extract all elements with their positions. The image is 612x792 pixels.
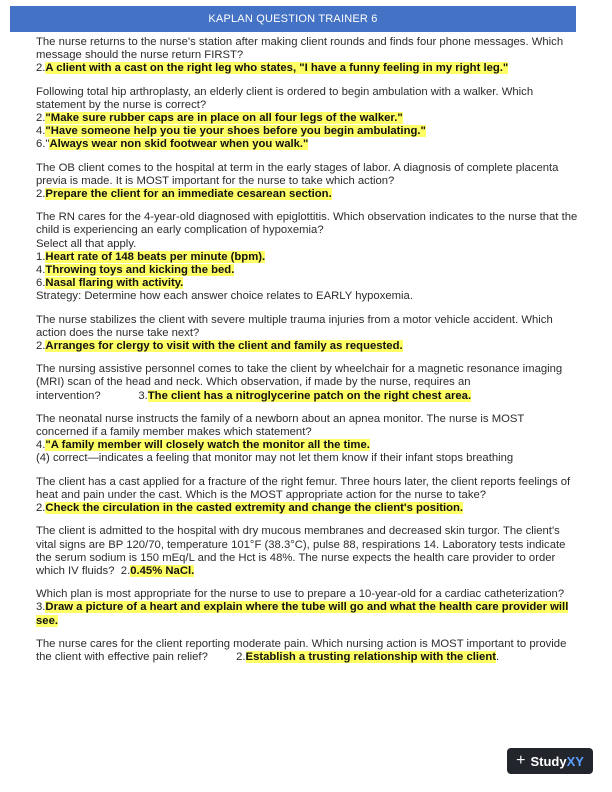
answer-text: Prepare the client for an immediate cesarean section.: [45, 188, 332, 201]
answer-tail: .: [495, 650, 500, 663]
studyxy-logo[interactable]: [507, 748, 593, 774]
answer-line: [36, 112, 578, 125]
answer-line: [36, 439, 578, 452]
question-8: [36, 476, 578, 516]
answer-text: "Make sure rubber caps are in place on all four legs of the walker.": [45, 112, 403, 125]
document-body: [36, 36, 578, 674]
answer-number: 1.: [36, 250, 46, 263]
question-text: The nurse stabilizes the client with severe multiple trauma injuries from a motor vehicle accident. Which action does the nurse take next?: [36, 313, 553, 339]
answer-number: 6.: [36, 277, 46, 290]
answer-line: [36, 188, 578, 201]
answer-text: 0.45% NaCl.: [130, 564, 195, 577]
answer-text: Heart rate of 148 beats per minute (bpm).: [45, 250, 266, 263]
question-text: The client has a cast applied for a fracture of the right femur. Three hours later, the client reports feelings of heat and pain under the cast. Which is the MOST appropriate action for the nurse to take?: [36, 475, 571, 501]
explanation-note: (4) correct—indicates a feeling that monitor may not let them know if their infant stops breathing: [36, 452, 514, 465]
answer-line: [36, 251, 578, 264]
question-9: [36, 525, 578, 578]
answer-text: "Have someone help you tie your shoes before you begin ambulating.": [45, 125, 426, 138]
answer-line: [36, 277, 578, 290]
answer-text: Throwing toys and kicking the bed.: [45, 264, 235, 277]
answer-line: [36, 264, 578, 277]
question-2: [36, 86, 578, 152]
answer-number: 2.: [36, 340, 46, 353]
answer-line: [36, 502, 578, 515]
question-text: The client is admitted to the hospital with dry mucous membranes and decreased skin turgor. The client's vital signs are BP 120/70, temperature 101°F (38.3°C), pulse 88, respirations 14. Laboratory tests indicate the serum sodium is 150 mEq/L and the Hct is 48%. The nurse expects the health care provider to order which IV fluids?: [36, 525, 566, 577]
question-text: The nursing assistive personnel comes to take the client by wheelchair for a magnetic resonance imaging (MRI) scan of the head and neck. Which observation, if made by the nurse, requires an intervention?: [36, 363, 563, 402]
brand-name-main: Study: [530, 753, 567, 769]
strategy-note: Strategy: Determine how each answer choice relates to EARLY hypoxemia.: [36, 290, 413, 303]
answer-text: "A family member will closely watch the monitor all the time.: [45, 439, 370, 452]
answer-line: [36, 601, 578, 627]
answer-text: Nasal flaring with activity.: [45, 277, 184, 290]
question-11: [36, 638, 578, 664]
answer-line: [36, 125, 578, 138]
question-text: The nurse returns to the nurse's station after making client rounds and finds four phone messages. Which message should the nurse return FIRST?: [36, 36, 564, 62]
answer-number: 4.: [36, 264, 46, 277]
answer-line: [36, 62, 578, 75]
question-7: [36, 413, 578, 466]
question-with-inline-answer: [36, 525, 578, 578]
question-10: [36, 588, 578, 628]
header-banner: [10, 6, 576, 32]
answer-number: 2.: [36, 188, 46, 201]
question-3: [36, 162, 578, 202]
brand-name-accent: XY: [566, 753, 584, 769]
answer-number: 4.: [36, 439, 46, 452]
answer-number: 2.: [120, 564, 131, 577]
question-4: [36, 211, 578, 303]
answer-text: The client has a nitroglycerine patch on the right chest area.: [147, 389, 472, 402]
answer-number: 4.: [36, 125, 46, 138]
question-text: Which plan is most appropriate for the nurse to use to prepare a 10-year-old for a cardiac catheterization?: [36, 588, 565, 601]
answer-line: [36, 138, 578, 151]
question-with-inline-answer: [36, 363, 578, 403]
answer-number: 2.: [236, 650, 246, 663]
answer-text: A client with a cast on the right leg who states, "I have a funny feeling in my right leg.": [45, 62, 509, 75]
answer-line: [36, 340, 578, 353]
question-subtext: Select all that apply.: [36, 237, 137, 250]
question-with-inline-answer: [36, 638, 578, 664]
question-text: The nurse cares for the client reporting moderate pain. Which nursing action is MOST important to provide the client with effective pain relief?: [36, 637, 567, 663]
question-6: [36, 363, 578, 403]
question-text: Following total hip arthroplasty, an elderly client is ordered to begin ambulation with a walker. Which statement by the nurse is correct?: [36, 85, 534, 111]
question-5: [36, 314, 578, 354]
question-text: The neonatal nurse instructs the family of a newborn about an apnea monitor. The nurse is MOST concerned if a family member makes which statement?: [36, 412, 525, 439]
answer-text: Always wear non skid footwear when you walk.": [49, 138, 309, 151]
header-title: KAPLAN QUESTION TRAINER 6: [208, 13, 378, 25]
answer-number: 3.: [138, 389, 148, 402]
answer-number: 3.: [36, 601, 46, 614]
question-1: [36, 36, 578, 76]
answer-number: 2.: [36, 62, 46, 75]
answer-text: Arranges for clergy to visit with the client and family as requested.: [45, 340, 403, 353]
question-text: The RN cares for the 4-year-old diagnosed with epiglottitis. Which observation indicates to the nurse that the child is experiencing an early complication of hypoxemia?: [36, 211, 578, 237]
answer-text: Establish a trusting relationship with the client: [245, 650, 496, 663]
answer-number: 2.: [36, 112, 46, 125]
answer-text: Check the circulation in the casted extremity and change the client's position.: [45, 502, 464, 515]
plus-icon: +: [516, 752, 526, 769]
answer-number: 2.: [36, 502, 46, 515]
brand-name: [530, 754, 583, 769]
answer-text: Draw a picture of a heart and explain where the tube will go and what the health care provider will see.: [36, 601, 569, 627]
question-text: The OB client comes to the hospital at term in the early stages of labor. A diagnosis of complete placenta previa is made. It is MOST important for the nurse to take which action?: [36, 161, 559, 187]
answer-number: 6.": [36, 138, 50, 151]
